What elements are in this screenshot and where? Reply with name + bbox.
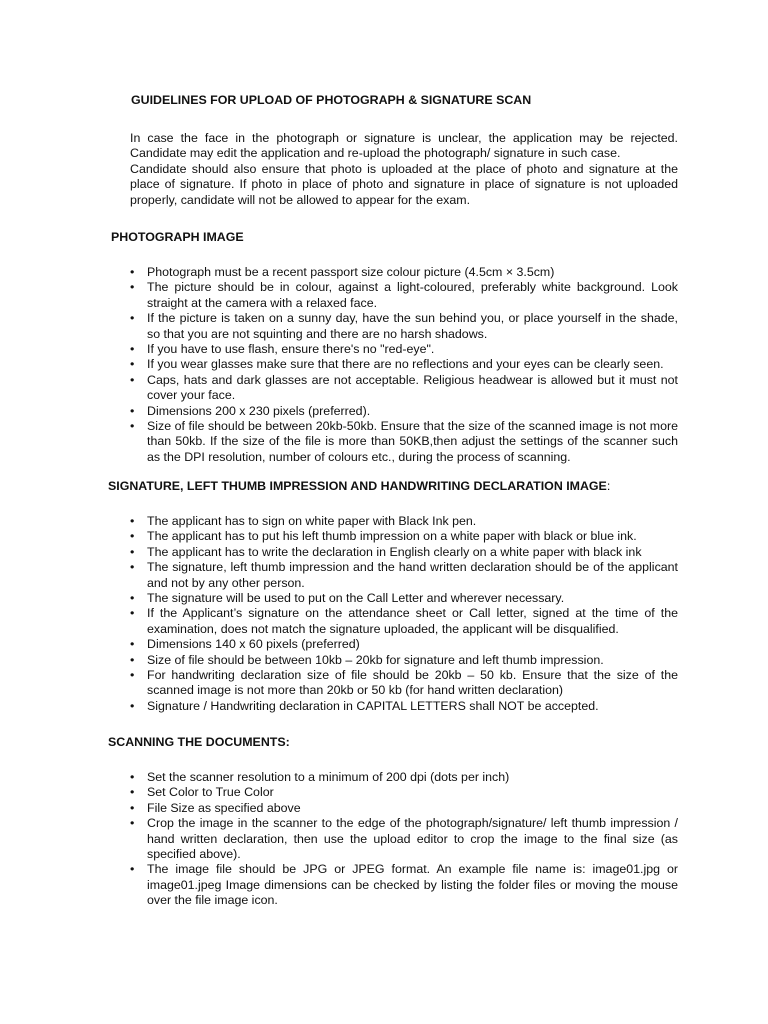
list-item	[130, 668, 678, 699]
list-item-text: For handwriting declaration size of file should be 20kb – 50 kb. Ensure that the size of the scanned image is not more than 20kb or 50 kb (for hand written declaration)	[147, 668, 678, 698]
list-item-text: Set Color to True Color	[147, 785, 274, 800]
list-item-text: Size of file should be between 10kb – 20kb for signature and left thumb impression.	[147, 652, 604, 667]
list-item-text: The applicant has to put his left thumb impression on a white paper with black or blue ink.	[147, 529, 637, 544]
bullet-icon: •	[130, 357, 135, 372]
list-item	[130, 514, 678, 529]
list-item-text: If the Applicant’s signature on the attendance sheet or Call letter, signed at the time of the examination, does not match the signature uploaded, the applicant will be disqualified.	[147, 606, 678, 636]
list-item	[130, 862, 678, 908]
intro-text-1: In case the face in the photograph or signature is unclear, the application may be rejected. Candidate may edit the application and re-upload the photograph/ signature in such case.	[130, 131, 678, 161]
list-item	[130, 816, 678, 862]
bullet-icon: •	[130, 770, 135, 784]
bullet-icon: •	[130, 403, 135, 418]
list-item-text: Crop the image in the scanner to the edge of the photograph/signature/ left thumb impression / hand written declaration, then use the upload editor to crop the image to the final size (as specified above).	[147, 816, 678, 862]
list-item	[130, 653, 678, 668]
scanning-list	[130, 770, 678, 909]
bullet-icon: •	[130, 544, 135, 559]
list-item	[130, 280, 678, 311]
list-item	[130, 419, 678, 465]
intro-text-2: Candidate should also ensure that photo is uploaded at the place of photo and signature at the place of signature. If photo in place of photo and signature in place of signature is not uploaded properly, candidate will not be allowed to appear for the exam.	[130, 161, 678, 207]
bullet-icon: •	[130, 668, 135, 683]
list-item-text: The signature will be used to put on the Call Letter and wherever necessary.	[147, 591, 565, 606]
list-item-text: The applicant has to write the declaration in English clearly on a white paper with black ink	[147, 544, 642, 559]
list-item-text: If the picture is taken on a sunny day, have the sun behind you, or place yourself in the shade, so that you are not squinting and there are no harsh shadows.	[147, 311, 678, 341]
bullet-icon: •	[130, 800, 135, 815]
list-item-text: If you have to use flash, ensure there's no "red-eye".	[147, 342, 435, 357]
list-item	[130, 699, 678, 714]
list-item-text: Signature / Handwriting declaration in CAPITAL LETTERS shall NOT be accepted.	[147, 698, 599, 713]
photograph-heading: PHOTOGRAPH IMAGE	[111, 230, 244, 244]
bullet-icon: •	[130, 342, 135, 357]
list-item-text: Dimensions 200 x 230 pixels (preferred).	[147, 403, 371, 418]
bullet-icon: •	[130, 816, 135, 831]
intro-paragraph	[130, 131, 678, 208]
bullet-icon: •	[130, 265, 135, 279]
bullet-icon: •	[130, 785, 135, 800]
list-item-text: Caps, hats and dark glasses are not acceptable. Religious headwear is allowed but it must not cover your face.	[147, 372, 678, 403]
bullet-icon: •	[130, 698, 135, 713]
signature-heading	[108, 479, 610, 494]
signature-heading-suffix: :	[606, 479, 611, 493]
list-item	[130, 785, 678, 800]
signature-list	[130, 514, 678, 714]
bullet-icon: •	[130, 311, 135, 326]
list-item-text: Dimensions 140 x 60 pixels (preferred)	[147, 637, 360, 652]
scanning-heading: SCANNING THE DOCUMENTS:	[108, 735, 290, 749]
list-item	[130, 404, 678, 419]
list-item-text: The applicant has to sign on white paper with Black Ink pen.	[147, 514, 477, 528]
bullet-icon: •	[130, 372, 135, 387]
list-item	[130, 311, 678, 342]
list-item-text: Photograph must be a recent passport size colour picture (4.5cm × 3.5cm)	[147, 265, 555, 279]
list-item-text: File Size as specified above	[147, 800, 301, 815]
list-item-text: The picture should be in colour, against a light-coloured, preferably white background. Look straight at the camera with a relaxed face.	[147, 280, 678, 310]
bullet-icon: •	[130, 514, 135, 528]
list-item	[130, 770, 678, 785]
bullet-icon: •	[130, 862, 135, 877]
list-item	[130, 591, 678, 606]
signature-heading-text: SIGNATURE, LEFT THUMB IMPRESSION AND HANDWRITING DECLARATION IMAGE	[108, 479, 607, 493]
list-item	[130, 265, 678, 280]
list-item	[130, 373, 678, 404]
bullet-icon: •	[130, 419, 135, 434]
bullet-icon: •	[130, 560, 135, 575]
bullet-icon: •	[130, 637, 135, 652]
list-item	[130, 529, 678, 544]
list-item-text: If you wear glasses make sure that there are no reflections and your eyes can be clearly seen.	[147, 357, 664, 372]
list-item	[130, 342, 678, 357]
bullet-icon: •	[130, 529, 135, 544]
list-item	[130, 637, 678, 652]
list-item	[130, 801, 678, 816]
list-item	[130, 545, 678, 560]
bullet-icon: •	[130, 606, 135, 621]
photograph-list	[130, 265, 678, 465]
list-item	[130, 606, 678, 637]
list-item-text: The signature, left thumb impression and the hand written declaration should be of the applicant and not by any other person.	[147, 560, 678, 590]
bullet-icon: •	[130, 652, 135, 667]
list-item	[130, 357, 678, 372]
list-item-text: Set the scanner resolution to a minimum of 200 dpi (dots per inch)	[147, 770, 510, 784]
bullet-icon: •	[130, 591, 135, 606]
bullet-icon: •	[130, 280, 135, 295]
list-item-text: Size of file should be between 20kb-50kb. Ensure that the size of the scanned image is not more than 50kb. If the size of the file is more than 50KB,then adjust the settings of the scanner such as the DPI resolution, number of colours etc., during the process of scanning.	[147, 419, 678, 464]
page-title: GUIDELINES FOR UPLOAD OF PHOTOGRAPH & SIGNATURE SCAN	[131, 93, 532, 107]
list-item	[130, 560, 678, 591]
list-item-text: The image file should be JPG or JPEG format. An example file name is: image01.jpg or image01.jpeg Image dimensions can be checked by listing the folder files or moving the mouse over the file image icon.	[147, 862, 678, 908]
